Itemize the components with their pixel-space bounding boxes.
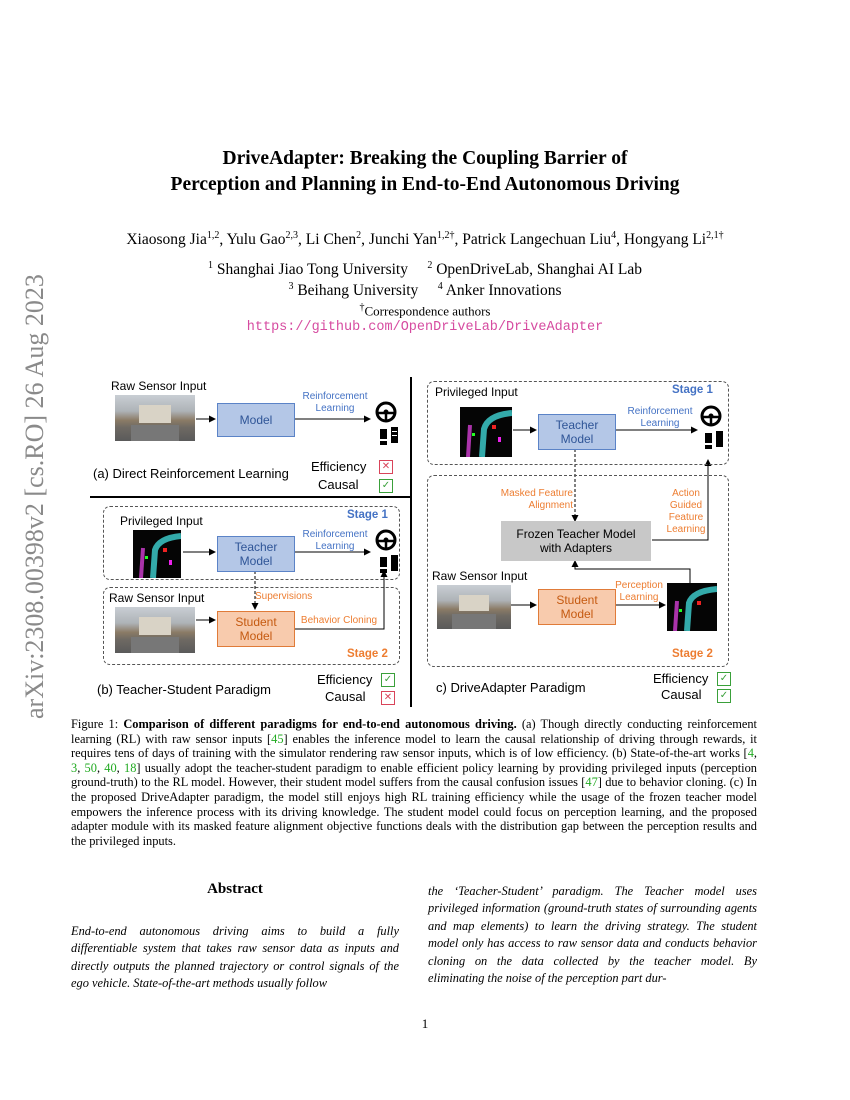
efficiency-label: Efficiency — [653, 671, 709, 686]
label-raw-sensor-input: Raw Sensor Input — [109, 591, 205, 605]
label-privileged-input: Privileged Input — [435, 385, 518, 399]
action-guided-label: Action Guided Feature Learning — [666, 488, 706, 535]
caption-a: (a) Direct Reinforcement Learning — [93, 466, 289, 481]
cross-icon: ✕ — [379, 460, 393, 474]
efficiency-label: Efficiency — [317, 672, 373, 687]
figure-caption: Figure 1: Comparison of different paradigms for end-to-end autonomous driving. (a) Though directly conducting reinforcement learning (RL) with raw sensor inputs [45] enables the inference model to learn the causal relationship of driving through rewards, it requires tens of days of training with the simulator rendering raw sensor inputs, which is of low efficiency. (b) State-of-the-art works [4, 3, 50, 40, 18] usually adopt the teacher-student paradigm to enable efficient policy learning by providing privileged inputs (perception ground-truth) to the RL model. However, their student model suffers from the causal confusion issues [47] due to behavior cloning. (c) In the proposed DriveAdapter paradigm, the model still enjoys high RL training efficiency while the usage of the frozen teacher model empowers the inference process with its driving knowledge. The student model could focus on perception learning, and the proposed adapter module with its masked feature alignment objective functions deals with the distribution gap between the perception results and the privileged inputs. — [71, 717, 757, 848]
causal-label: Causal — [318, 477, 359, 492]
bev-image — [667, 583, 717, 631]
camera-image — [437, 585, 511, 629]
citation-link[interactable]: 47 — [585, 775, 598, 790]
figure-1 — [90, 375, 760, 710]
steering-wheel-icon — [372, 529, 408, 581]
citation-link[interactable]: 18 — [124, 760, 137, 775]
citation-link[interactable]: 50 — [84, 760, 97, 775]
affiliations-line-2: $^3$ Beihang University $^4$ Anker Innovations — [288, 281, 562, 300]
correspondence-note: †Correspondence authors — [359, 302, 491, 319]
efficiency-label: Efficiency — [311, 459, 367, 474]
camera-image — [115, 395, 195, 441]
caption-c: c) DriveAdapter Paradigm — [436, 680, 586, 695]
citation-link[interactable]: 40 — [104, 760, 117, 775]
page-number: 1 — [421, 1016, 429, 1031]
author: Junchi Yan$^{1,2\dagger}$ — [368, 230, 455, 249]
stage1-label: Stage 1 — [347, 509, 388, 521]
label-raw-sensor-input: Raw Sensor Input — [432, 569, 528, 583]
rl-label: Reinforcement Learning — [302, 529, 368, 552]
stage2-label: Stage 2 — [672, 648, 713, 660]
author: Li Chen$^2$ — [305, 230, 362, 249]
title-line-2: Perception and Planning in End-to-End Autonomous Driving — [170, 174, 680, 195]
affiliations-line-1: $^1$ Shanghai Jiao Tong University $^2$ OpenDriveLab, Shanghai AI Lab — [208, 260, 642, 279]
abstract-heading: Abstract — [207, 881, 263, 897]
student-model-box: Student Model — [538, 589, 616, 625]
rl-label: Reinforcement Learning — [302, 391, 368, 414]
label-privileged-input: Privileged Input — [120, 514, 203, 528]
author: Yulu Gao$^{2,3}$ — [226, 230, 299, 249]
arxiv-stamp: arXiv:2308.00398v2 [cs.RO] 26 Aug 2023 — [20, 274, 49, 719]
bev-image — [133, 530, 181, 578]
citation-link[interactable]: 45 — [271, 731, 284, 746]
check-icon: ✓ — [717, 672, 731, 686]
causal-label: Causal — [325, 689, 366, 704]
behavior-cloning-label: Behavior Cloning — [300, 615, 378, 626]
model-box: Model — [217, 403, 295, 437]
paper-title — [100, 146, 750, 198]
supervisions-label: Supervisions — [255, 591, 313, 602]
abstract-right-column: the ‘Teacher-Student’ paradigm. The Teacher model uses privileged information (ground-truth states of surrounding agents and map elements) to learn the driving strategy. The student model only has access to raw sensor data and conducts behavior cloning on the data collected by the teacher model. By eliminating the noise of the perception part dur- — [428, 884, 757, 986]
citation-link[interactable]: 3 — [71, 760, 78, 775]
steering-wheel-icon — [697, 405, 733, 457]
student-model-box: Student Model — [217, 611, 295, 647]
teacher-model-box: Teacher Model — [217, 536, 295, 572]
masked-feature-alignment-label: Masked Feature Alignment — [500, 488, 573, 511]
frozen-teacher-box: Frozen Teacher Model with Adapters — [501, 521, 651, 561]
title-line-1: DriveAdapter: Breaking the Coupling Barrier of — [222, 148, 628, 169]
caption-b: (b) Teacher-Student Paradigm — [97, 682, 271, 697]
teacher-model-box: Teacher Model — [538, 414, 616, 450]
causal-label: Causal — [661, 687, 702, 702]
perception-learning-label: Perception Learning — [615, 580, 663, 603]
author: Patrick Langechuan Liu$^4$ — [462, 230, 617, 249]
cross-icon: ✕ — [381, 691, 395, 705]
label-raw-sensor-input: Raw Sensor Input — [111, 379, 207, 393]
citation-link[interactable]: 4 — [747, 746, 754, 761]
bev-image — [460, 407, 512, 457]
check-icon: ✓ — [379, 479, 393, 493]
camera-image — [115, 607, 195, 653]
author: Xiaosong Jia$^{1,2}$ — [126, 230, 220, 249]
check-icon: ✓ — [381, 673, 395, 687]
author-list: Xiaosong Jia$^{1,2}$, Yulu Gao$^{2,3}$, Li Chen$^2$, Junchi Yan$^{1,2\dagger}$, Patrick Langechuan Liu$^4$, Hongyang $Li^{2,1\dagger}$ — [126, 230, 724, 249]
abstract-left-column: End-to-end autonomous driving aims to build a fully differentiable system that takes raw sensor data as inputs and directly outputs the planned trajectory or control signals of the ego vehicle. State-of-the-art methods usually follow — [71, 924, 399, 991]
github-link[interactable]: https://github.com/OpenDriveLab/DriveAdapter — [246, 320, 604, 335]
stage2-label: Stage 2 — [347, 648, 388, 660]
rl-label: Reinforcement Learning — [627, 406, 693, 429]
steering-wheel-icon — [372, 401, 408, 453]
stage1-label: Stage 1 — [672, 384, 713, 396]
author: Hongyang $Li^{2,1\dagger}$ — [623, 230, 724, 249]
check-icon: ✓ — [717, 689, 731, 703]
